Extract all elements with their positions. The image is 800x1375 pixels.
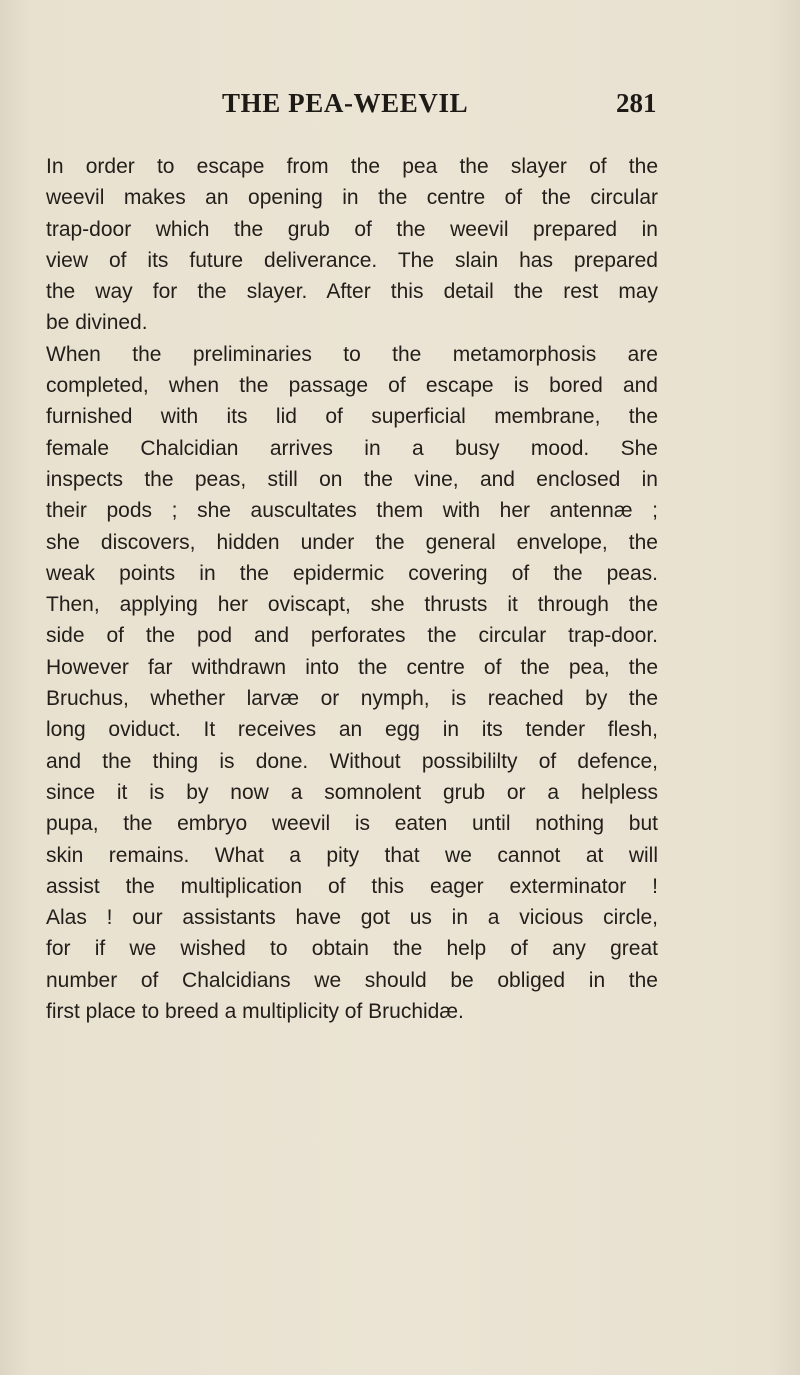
body-text [46,151,658,1027]
text-line: side of the pod and perforates the circular trap-door. [46,624,658,648]
text-line: weak points in the epidermic covering of the peas. [46,561,658,585]
text-line: be divined. [46,311,148,335]
text-line: Alas ! our assistants have got us in a vicious circle, [46,906,658,930]
text-line: trap-door which the grub of the weevil prepared in [46,217,658,241]
text-line: their pods ; she auscultates them with her antennæ ; [46,499,658,523]
text-line: In order to escape from the pea the slayer of the [46,155,658,178]
text-line: long oviduct. It receives an egg in its tender flesh, [46,718,658,742]
page-number: 281 [616,88,657,118]
text-line: assist the multiplication of this eager exterminator ! [46,874,658,898]
text-line: weevil makes an opening in the centre of the circular [46,186,658,210]
text-line: Then, applying her oviscapt, she thrusts it through the [46,593,658,617]
text-line: Bruchus, whether larvæ or nymph, is reached by the [46,687,658,711]
text-line: female Chalcidian arrives in a busy mood. She [46,436,658,460]
text-line: and the thing is done. Without possibililty of defence, [46,749,658,773]
text-line: inspects the peas, still on the vine, and enclosed in [46,467,658,491]
text-line: When the preliminaries to the metamorphosis are [46,342,658,366]
text-line: the way for the slayer. After this detail the rest may [46,280,658,304]
running-head [0,88,800,128]
text-line: furnished with its lid of superficial membrane, the [46,405,658,429]
text-line: view of its future deliverance. The slain has prepared [46,248,658,272]
text-line: number of Chalcidians we should be obliged in the [46,968,658,992]
text-line: skin remains. What a pity that we cannot at will [46,843,658,867]
text-line: since it is by now a somnolent grub or a helpless [46,780,658,804]
text-line: for if we wished to obtain the help of any great [46,937,658,961]
text-line: pupa, the embryo weevil is eaten until nothing but [46,812,658,836]
text-line: completed, when the passage of escape is bored and [46,374,658,398]
text-line: However far withdrawn into the centre of the pea, the [46,655,658,679]
text-line: she discovers, hidden under the general envelope, the [46,530,658,554]
text-line: first place to breed a multiplicity of Bruchidæ. [46,1000,464,1024]
running-title: THE PEA-WEEVIL [222,88,469,118]
